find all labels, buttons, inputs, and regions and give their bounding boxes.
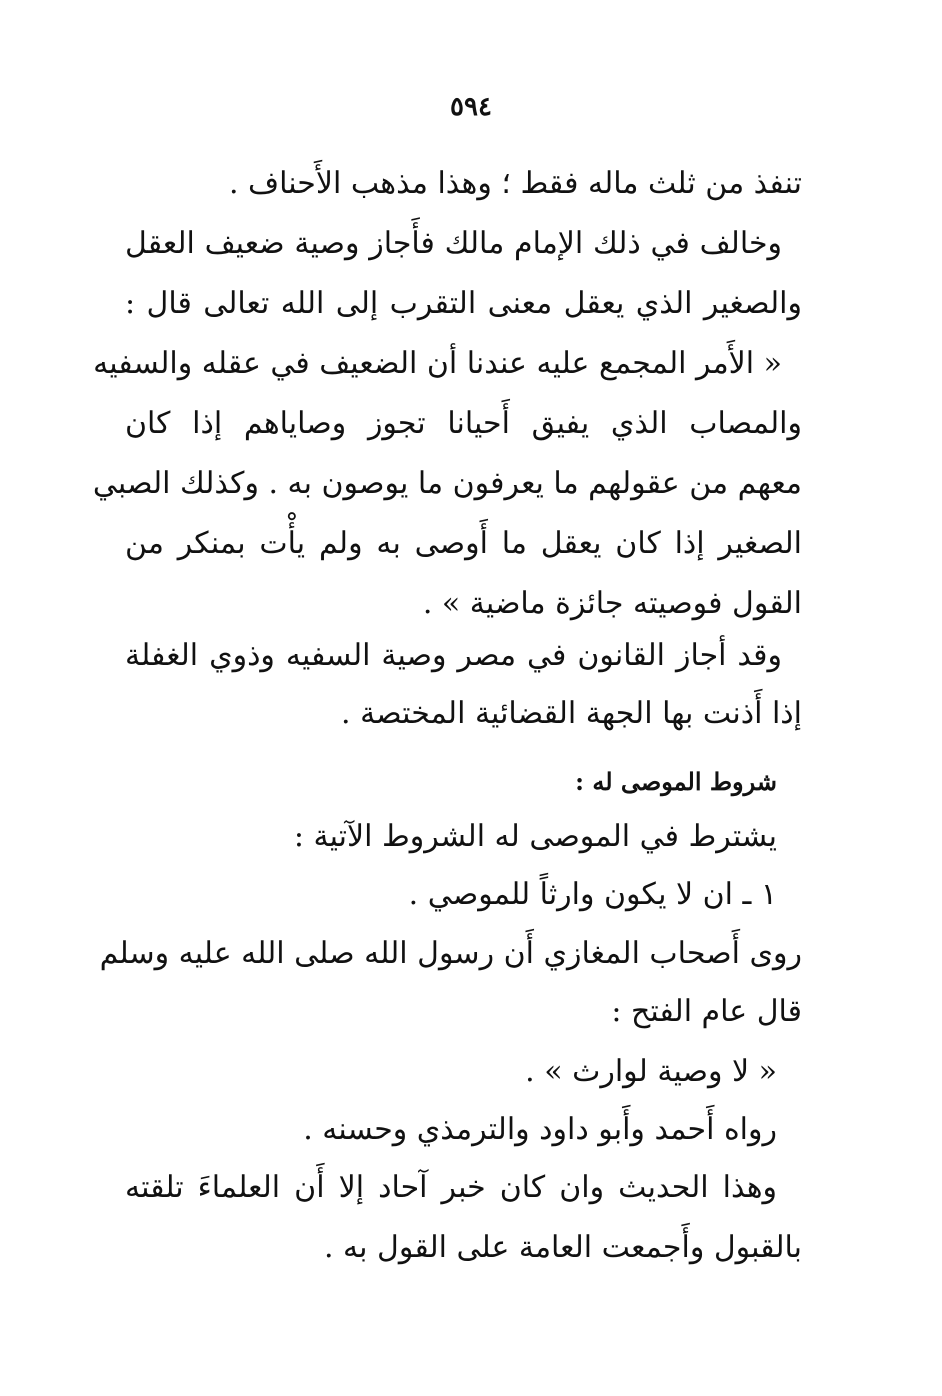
text-line: وخالف في ذلك الإمام مالك فأَجاز وصية ضعيف العقل: [125, 226, 782, 261]
list-item: ١ ـ ان لا يكون وارثاً للموصي .: [408, 877, 777, 912]
text-line: تنفذ من ثلث ماله فقط ؛ وهذا مذهب الأَحناف .: [228, 166, 802, 201]
text-line: يشترط في الموصى له الشروط الآتية :: [293, 819, 777, 854]
page-number: ٥٩٤: [450, 92, 492, 122]
text-line: القول فوصيته جائزة ماضية » .: [422, 586, 802, 621]
text-line: قال عام الفتح :: [611, 994, 802, 1029]
text-line: روى أَصحاب المغازي أَن رسول الله صلى الله عليه وسلم: [99, 936, 802, 971]
text-line: الصغير إذا كان يعقل ما أَوصى به ولم يأْت بمنكر من: [125, 526, 802, 561]
text-line: « الأَمر المجمع عليه عندنا أن الضعيف في عقله والسفيه: [93, 346, 782, 381]
text-line: رواه أَحمد وأَبو داود والترمذي وحسنه .: [303, 1112, 777, 1147]
text-line: والمصاب الذي يفيق أَحيانا تجوز وصاياهم إذا كان: [125, 406, 802, 441]
section-heading: شروط الموصى له :: [575, 767, 777, 796]
text-line: وقد أجاز القانون في مصر وصية السفيه وذوي الغفلة: [125, 638, 782, 673]
text-line: إذا أَذنت بها الجهة القضائية المختصة .: [341, 696, 802, 731]
text-line: بالقبول وأَجمعت العامة على القول به .: [323, 1230, 802, 1265]
text-line: معهم من عقولهم ما يعرفون ما يوصون به . وكذلك الصبي: [92, 466, 802, 501]
text-line: والصغير الذي يعقل معنى التقرب إلى الله تعالى قال :: [125, 286, 802, 321]
hadith-quote: « لا وصية لوارث » .: [525, 1054, 777, 1089]
text-line: وهذا الحديث وان كان خبر آحاد إلا أَن العلماءَ تلقته: [125, 1170, 777, 1205]
